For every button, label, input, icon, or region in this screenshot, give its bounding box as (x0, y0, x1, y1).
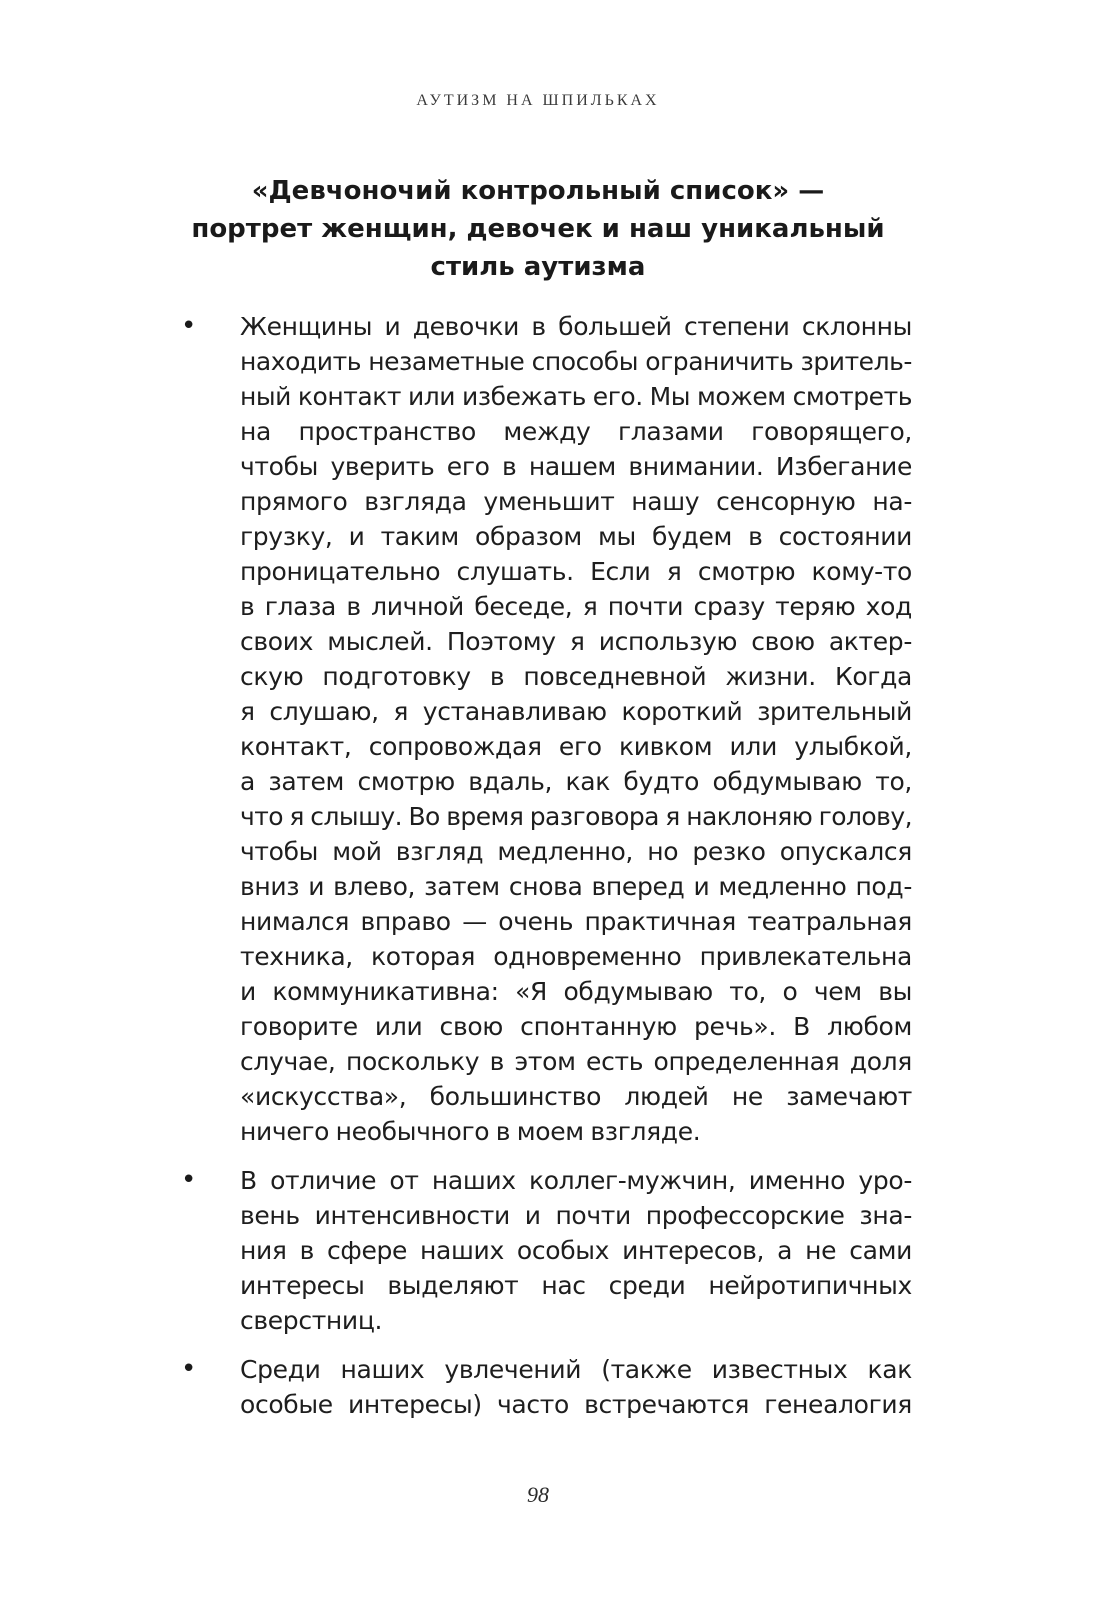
text-line: что я слышу. Во время разговора я наклоняю голову, (240, 802, 912, 831)
text-line: ный контакт или избежать его. Мы можем смотреть (240, 382, 912, 411)
text-line: контакт, сопровождая его кивком или улыбкой, (240, 732, 912, 761)
text-line: на пространство между глазами говорящего, (240, 417, 912, 446)
running-head: АУТИЗМ НА ШПИЛЬКАХ (416, 92, 660, 109)
text-line: а затем смотрю вдаль, как будто обдумываю то, (240, 767, 912, 796)
bullet-icon: • (181, 1354, 197, 1384)
page-number: 98 (527, 1482, 549, 1507)
text-line: прямого взгляда уменьшит нашу сенсорную на- (240, 487, 912, 516)
text-line: чтобы мой взгляд медленно, но резко опускался (240, 837, 912, 866)
text-line: В отличие от наших коллег-мужчин, именно уро- (240, 1166, 912, 1195)
text-line: ничего необычного в моем взгляде. (240, 1117, 701, 1146)
text-line: говорите или свою спонтанную речь». В любом (240, 1012, 912, 1041)
bullet-icon: • (181, 1165, 197, 1195)
text-line: Среди наших увлечений (также известных как (240, 1355, 912, 1384)
text-line: Женщины и девочки в большей степени склонны (240, 312, 912, 341)
section-title-line: «Девчоночий контрольный список» — (251, 176, 825, 206)
text-line: особые интересы) часто встречаются генеалогия (240, 1390, 912, 1419)
bullet-icon: • (181, 311, 197, 341)
list-item (0, 1352, 1103, 1422)
text-line: скую подготовку в повседневной жизни. Когда (240, 662, 912, 691)
text-line: своих мыслей. Поэтому я использую свою актер- (240, 627, 912, 656)
text-line: в глаза в личной беседе, я почти сразу теряю ход (240, 592, 912, 621)
section-title (150, 172, 926, 286)
section-title-line: стиль аутизма (430, 252, 646, 282)
text-line: случае, поскольку в этом есть определенная доля (240, 1047, 912, 1076)
text-line: интересы выделяют нас среди нейротипичных (240, 1271, 912, 1300)
text-line: «искусства», большинство людей не замечают (240, 1082, 912, 1111)
text-line: техника, которая одновременно привлекательна (240, 942, 912, 971)
bullet-list (0, 309, 1103, 1436)
section-title-line: портрет женщин, девочек и наш уникальный (191, 214, 885, 244)
list-item (0, 309, 1103, 1149)
text-line: проницательно слушать. Если я смотрю кому-то (240, 557, 912, 586)
text-line: сверстниц. (240, 1306, 383, 1335)
list-item (0, 1163, 1103, 1338)
text-line: вниз и влево, затем снова вперед и медленно под- (240, 872, 912, 901)
text-line: чтобы уверить его в нашем внимании. Избегание (240, 452, 912, 481)
text-line: вень интенсивности и почти профессорские зна- (240, 1201, 912, 1230)
text-line: находить незаметные способы ограничить зритель- (240, 347, 912, 376)
text-line: ния в сфере наших особых интересов, а не сами (240, 1236, 912, 1265)
text-line: я слушаю, я устанавливаю короткий зрительный (240, 697, 912, 726)
text-line: грузку, и таким образом мы будем в состоянии (240, 522, 912, 551)
text-line: и коммуникативна: «Я обдумываю то, о чем вы (240, 977, 912, 1006)
text-line: нимался вправо — очень практичная театральная (240, 907, 912, 936)
